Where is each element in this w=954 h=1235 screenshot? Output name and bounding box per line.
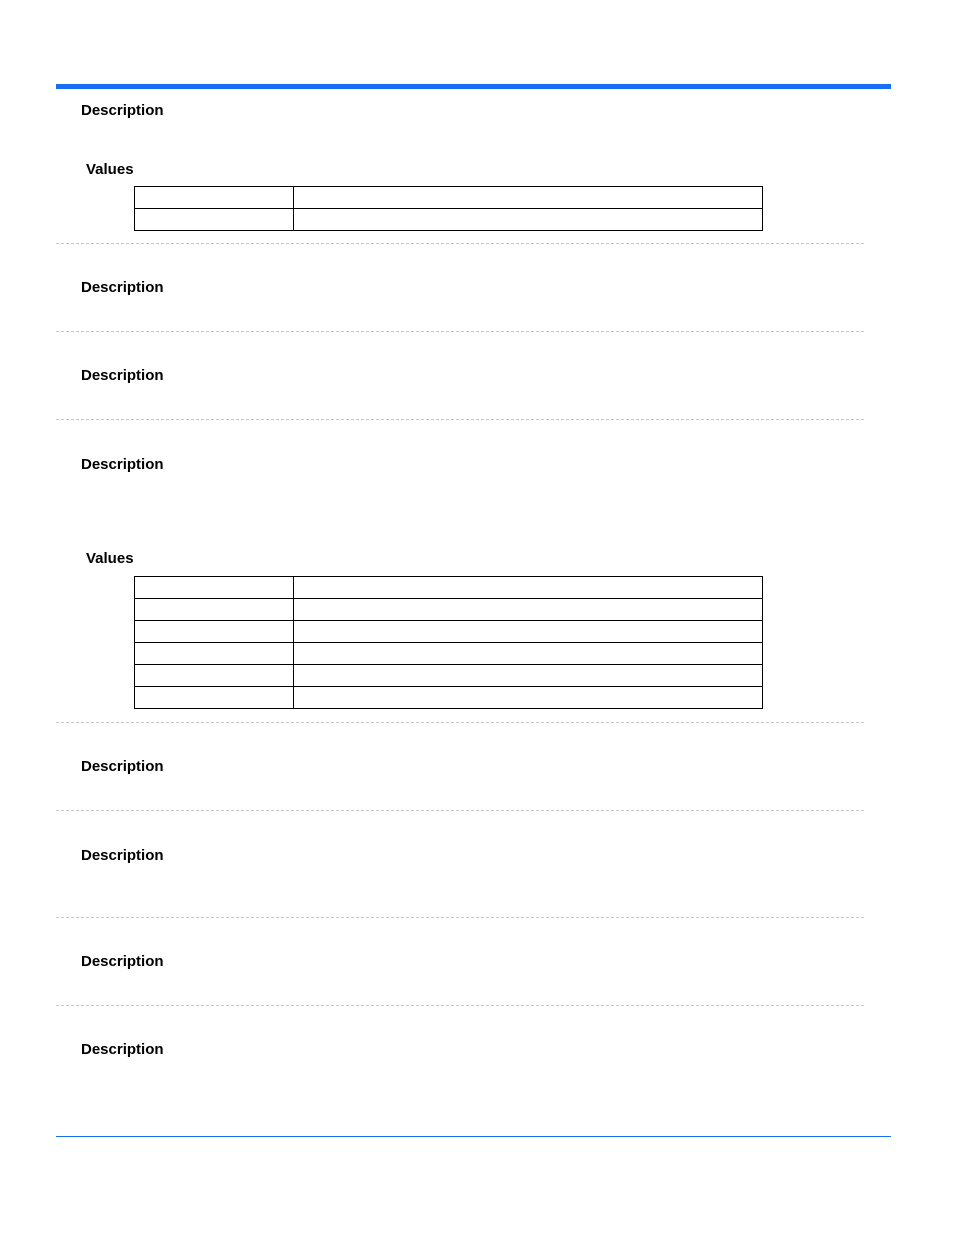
table-cell — [135, 643, 294, 665]
section-8-heading: Description — [81, 1041, 164, 1058]
section-2-heading: Description — [81, 279, 164, 296]
section-6-heading: Description — [81, 847, 164, 864]
section-1-values-table — [134, 186, 763, 231]
section-7-heading: Description — [81, 953, 164, 970]
section-1-heading: Description — [81, 102, 164, 119]
header-rule — [56, 84, 891, 89]
section-4-values-label: Values — [86, 550, 134, 567]
table-cell — [294, 643, 763, 665]
table-cell — [294, 599, 763, 621]
section-separator — [56, 243, 864, 244]
table-row — [135, 209, 763, 231]
section-4-values-table — [134, 576, 763, 709]
table-cell — [294, 621, 763, 643]
section-4-heading: Description — [81, 456, 164, 473]
table-cell — [135, 687, 294, 709]
section-separator — [56, 810, 864, 811]
table-cell — [294, 187, 763, 209]
table-row — [135, 665, 763, 687]
footer-rule — [56, 1136, 891, 1137]
section-separator — [56, 419, 864, 420]
section-separator — [56, 1005, 864, 1006]
table-cell — [135, 599, 294, 621]
table-cell — [135, 577, 294, 599]
section-1-values-label: Values — [86, 161, 134, 178]
table-cell — [294, 687, 763, 709]
section-separator — [56, 917, 864, 918]
table-row — [135, 643, 763, 665]
table-cell — [135, 621, 294, 643]
table-cell — [294, 577, 763, 599]
section-3-heading: Description — [81, 367, 164, 384]
section-5-heading: Description — [81, 758, 164, 775]
table-row — [135, 599, 763, 621]
table-cell — [294, 665, 763, 687]
table-cell — [135, 209, 294, 231]
table-cell — [135, 665, 294, 687]
table-cell — [294, 209, 763, 231]
table-row — [135, 621, 763, 643]
section-separator — [56, 722, 864, 723]
table-cell — [135, 187, 294, 209]
section-separator — [56, 331, 864, 332]
table-row — [135, 187, 763, 209]
table-row — [135, 577, 763, 599]
table-row — [135, 687, 763, 709]
